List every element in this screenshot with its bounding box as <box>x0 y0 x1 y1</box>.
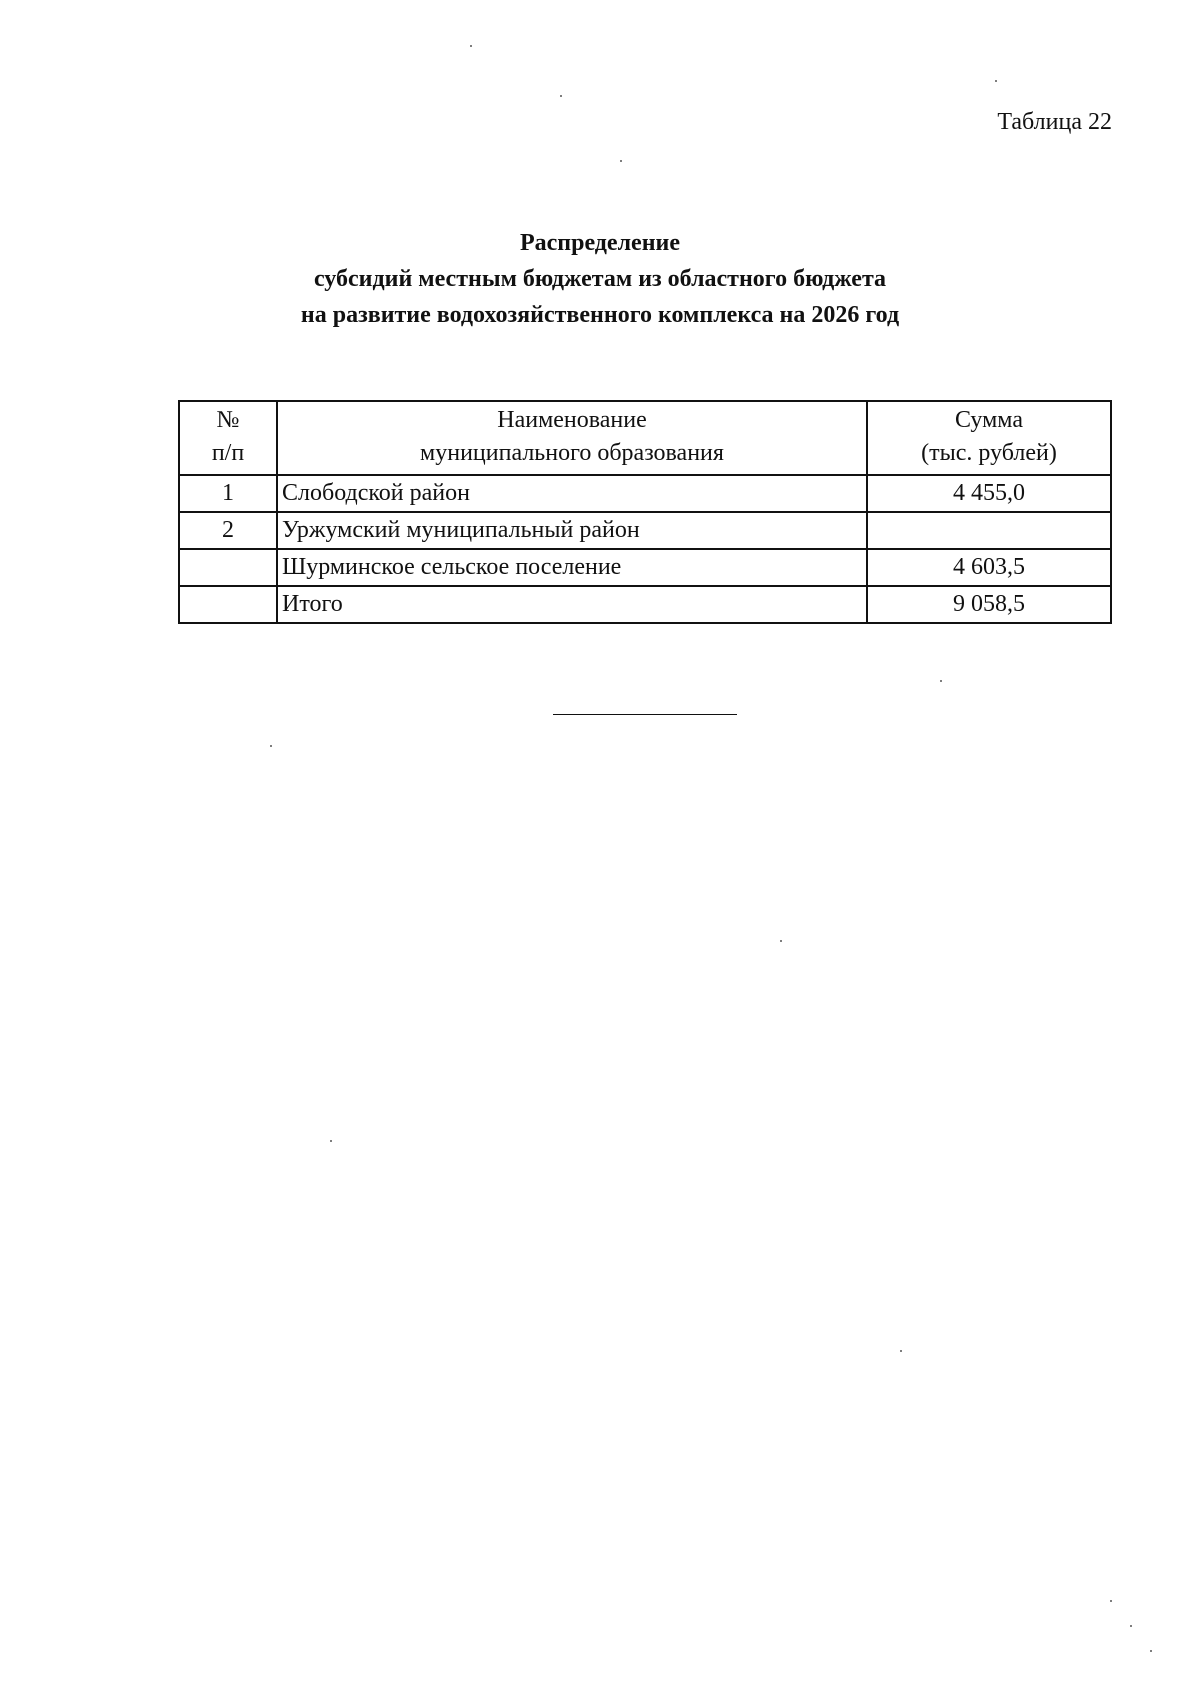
subsidy-distribution-table <box>178 400 1112 624</box>
scan-speck <box>1130 1625 1132 1627</box>
row-number: 2 <box>179 512 277 549</box>
scan-speck <box>330 1140 332 1142</box>
row-name: Слободской район <box>277 475 867 512</box>
header-number-line-2: п/п <box>211 440 245 466</box>
document-title <box>0 225 1200 333</box>
row-sum: 9 058,5 <box>867 586 1111 623</box>
row-sum <box>867 512 1111 549</box>
scan-speck <box>270 745 272 747</box>
scan-speck <box>470 45 472 47</box>
table-row <box>179 512 1111 549</box>
closing-rule <box>553 714 737 715</box>
scan-speck <box>940 680 942 682</box>
header-name-line-1: Наименование <box>497 407 647 433</box>
scan-speck <box>900 1350 902 1352</box>
row-name: Уржумский муниципальный район <box>277 512 867 549</box>
table-header-row <box>179 401 1111 475</box>
row-number <box>179 549 277 586</box>
row-sum: 4 603,5 <box>867 549 1111 586</box>
scan-speck <box>995 80 997 82</box>
title-line-2: субсидий местным бюджетам из областного бюджета <box>313 266 887 292</box>
table-row <box>179 475 1111 512</box>
row-number: 1 <box>179 475 277 512</box>
header-name <box>277 401 867 475</box>
table-row-total <box>179 586 1111 623</box>
header-number-line-1: № <box>216 407 240 433</box>
scan-speck <box>620 160 622 162</box>
title-line-3: на развитие водохозяйственного комплекса на 2026 год <box>300 302 900 328</box>
row-number <box>179 586 277 623</box>
title-line-1: Распределение <box>519 230 681 256</box>
scan-speck <box>1150 1650 1152 1652</box>
table-row <box>179 549 1111 586</box>
table-number: Таблица 22 <box>997 109 1112 135</box>
header-sum-line-1: Сумма <box>955 407 1023 433</box>
scan-speck <box>560 95 562 97</box>
header-sum-line-2: (тыс. рублей) <box>921 440 1057 466</box>
row-name: Шурминское сельское поселение <box>277 549 867 586</box>
header-number <box>179 401 277 475</box>
scan-speck <box>780 940 782 942</box>
scan-speck <box>1110 1600 1112 1602</box>
header-name-line-2: муниципального образования <box>420 440 724 466</box>
header-sum <box>867 401 1111 475</box>
row-name: Итого <box>277 586 867 623</box>
row-sum: 4 455,0 <box>867 475 1111 512</box>
